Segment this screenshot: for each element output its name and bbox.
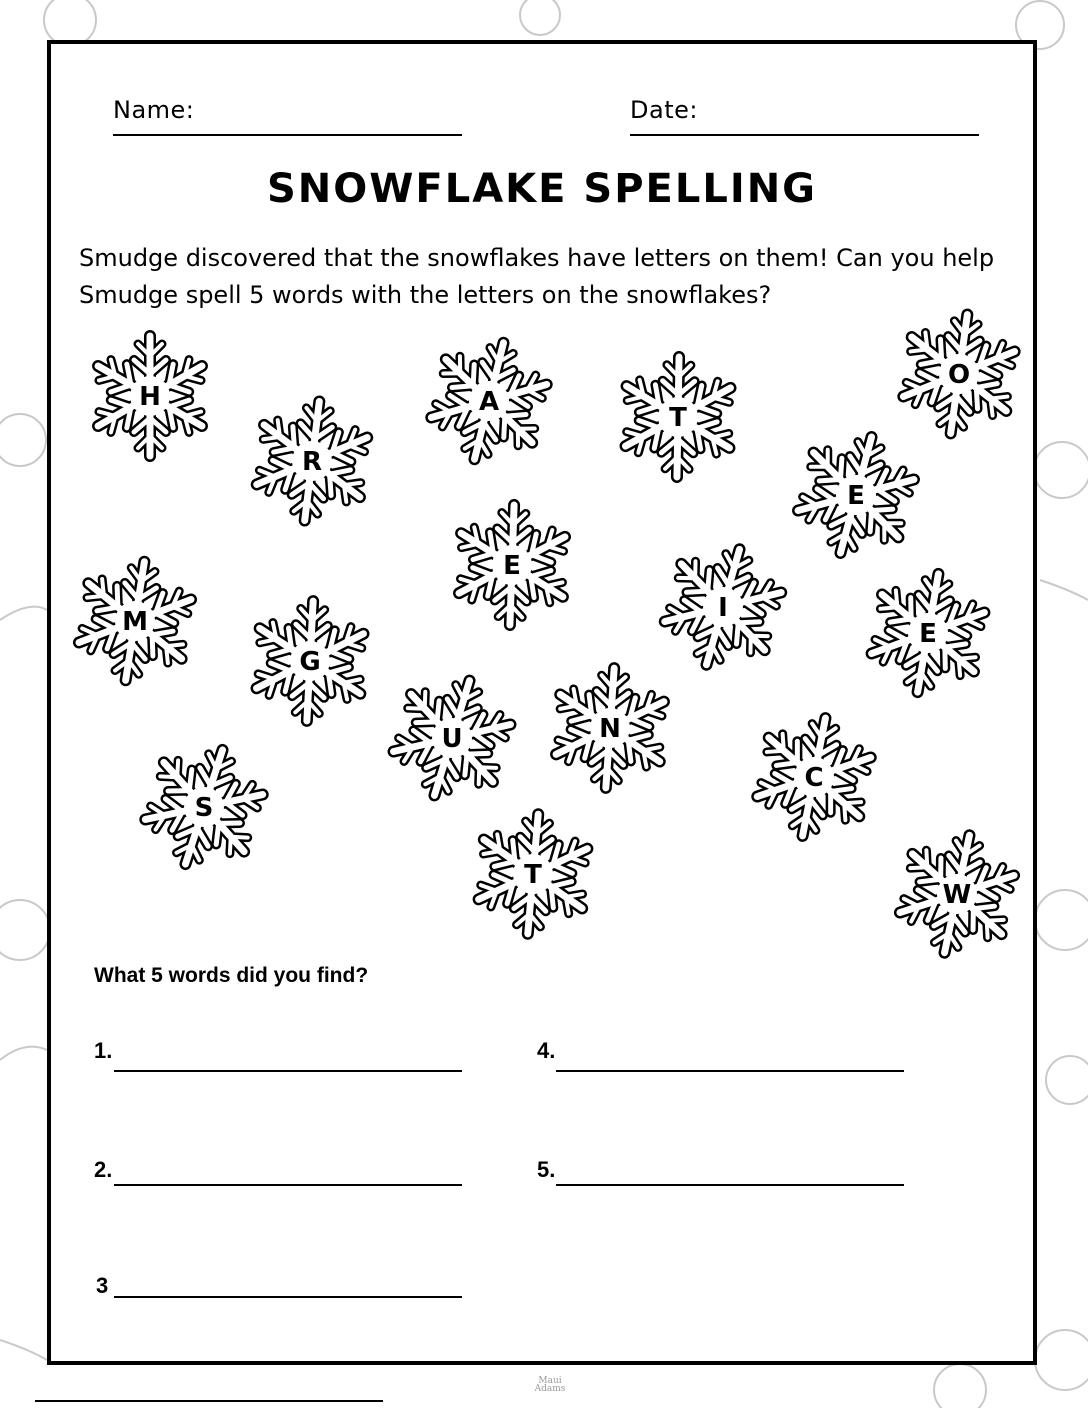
snowflake-letter: G <box>299 647 321 677</box>
name-label: Name: <box>113 96 195 124</box>
page-title: SNOWFLAKE SPELLING <box>266 166 818 212</box>
answer-line-1[interactable] <box>114 1070 462 1072</box>
answer-line-4[interactable] <box>556 1070 904 1072</box>
date-label: Date: <box>630 96 698 124</box>
snowflake-letter: W <box>942 880 972 910</box>
answer-number-5: 5. <box>537 1157 556 1182</box>
brand-logo: Maui Adams <box>534 1376 566 1394</box>
snowflake-letter: U <box>441 724 463 754</box>
intro-line-2: Smudge spell 5 words with the letters on the snowflakes? <box>79 281 772 309</box>
snowflake-letter: N <box>599 714 621 744</box>
footer-line <box>35 1400 383 1402</box>
answer-number-3: 3 <box>96 1273 109 1298</box>
snowflake-letter: E <box>503 551 521 581</box>
answer-number-1: 1. <box>94 1038 113 1063</box>
intro-line-1: Smudge discovered that the snowflakes have letters on them! Can you help <box>79 244 995 272</box>
answer-line-3[interactable] <box>114 1296 462 1298</box>
snowflake-letter: T <box>524 860 542 890</box>
answer-number-2: 2. <box>94 1157 113 1182</box>
snowflake-letter: I <box>718 593 728 623</box>
snowflake-letter: A <box>478 387 500 417</box>
question-text: What 5 words did you find? <box>94 964 369 987</box>
snowflake-letter: C <box>804 763 824 793</box>
worksheet-page <box>47 40 1037 1365</box>
answer-line-5[interactable] <box>556 1184 904 1186</box>
snowflake-letter: S <box>194 793 214 823</box>
snowflake-letter: H <box>139 382 161 412</box>
snowflake-letter: R <box>301 447 323 477</box>
answer-number-4: 4. <box>537 1038 556 1063</box>
snowflake-letter: O <box>947 360 971 390</box>
answer-line-2[interactable] <box>114 1184 462 1186</box>
snowflake-letter: M <box>122 607 148 637</box>
snowflake-letter: T <box>669 403 687 433</box>
snowflake-letter: E <box>847 481 865 511</box>
snowflake-letter: E <box>919 619 937 649</box>
